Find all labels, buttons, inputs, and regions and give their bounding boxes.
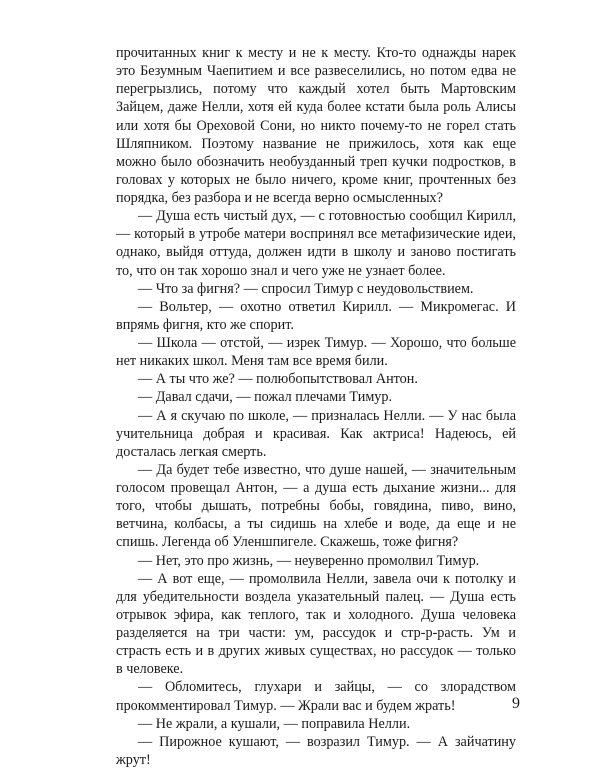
paragraph: — А вот еще, — промолвила Нелли, завела очи к потолку и для убедительности воздела указательный палец. — Душа есть отрывок эфира, как теплого, так и холодного. Душа человека разделяется на три части: ум, рассудок и стр-р-расть. Ум и страсть есть и в других живых существах, но рассудок — только в человеке. — [116, 570, 516, 678]
page-number: 9 — [512, 695, 520, 712]
page-text — [116, 44, 516, 769]
paragraph: — Нет, это про жизнь, — неуверенно промолвил Тимур. — [138, 552, 480, 569]
paragraph: — Душа есть чистый дух, — с готовностью сообщил Кирилл, — который в утробе матери воспринял все метафизические идеи, однако, выйдя оттуда, должен идти в школу и заново постигать то, что он так хорошо знал и чего уже не узнает более. — [116, 208, 516, 279]
paragraph: — Не жрали, а кушали, — поправила Нелли. — [138, 715, 411, 732]
paragraph: — Что за фигня? — спросил Тимур с неудовольствием. — [138, 280, 474, 297]
paragraph: — А ты что же? — полюбопытствовал Антон. — [138, 371, 418, 388]
paragraph: — Пирожное кушают, — возразил Тимур. — А зайчатину жрут! — [116, 733, 516, 768]
paragraph: — Давал сдачи, — пожал плечами Тимур. — [138, 389, 393, 406]
paragraph: — Школа — отстой, — изрек Тимур. — Хорошо, что больше нет никаких школ. Меня там все время били. — [116, 335, 516, 370]
paragraph: — Вольтер, — охотно ответил Кирилл. — Микромегас. И впрямь фигня, кто же спорит. — [116, 298, 516, 333]
paragraph: — Да будет тебе известно, что душе нашей, — значительным голосом провещал Антон, — а душа есть дыхание жизни... для того, чтобы дышать, потребны бобы, говядина, пиво, вино, ветчина, колбасы, а ты сидишь на хлебе и воде, да еще и не спишь. Легенда об Уленшпигеле. Скажешь, тоже фигня? — [116, 461, 516, 551]
paragraph: прочитанных книг к месту и не к месту. Кто-то однажды нарек это Безумным Чаепитием и все развеселились, но потом едва не перегрызлись, потому что каждый хотел быть Мартовским Зайцем, даже Нелли, хотя ей куда более кстати была роль Алисы или хотя бы Ореховой Сони, но никто почему-то не горел стать Шляпником. Поэтому название не прижилось, хотя как еще можно было обозначить необузданный треп кучки подростков, в головах у которых не было ничего, кроме книг, прочтенных без порядка, без разбора и не всегда верно осмысленных? — [116, 45, 516, 206]
paragraph: — А я скучаю по школе, — призналась Нелли. — У нас была учительница добрая и красивая. Как актриса! Надеюсь, ей досталась легкая смерть. — [116, 407, 516, 460]
paragraph: — Обломитесь, глухари и зайцы, — со злорадством прокомментировал Тимур. — Жрали вас и будем жрать! — [116, 679, 516, 714]
